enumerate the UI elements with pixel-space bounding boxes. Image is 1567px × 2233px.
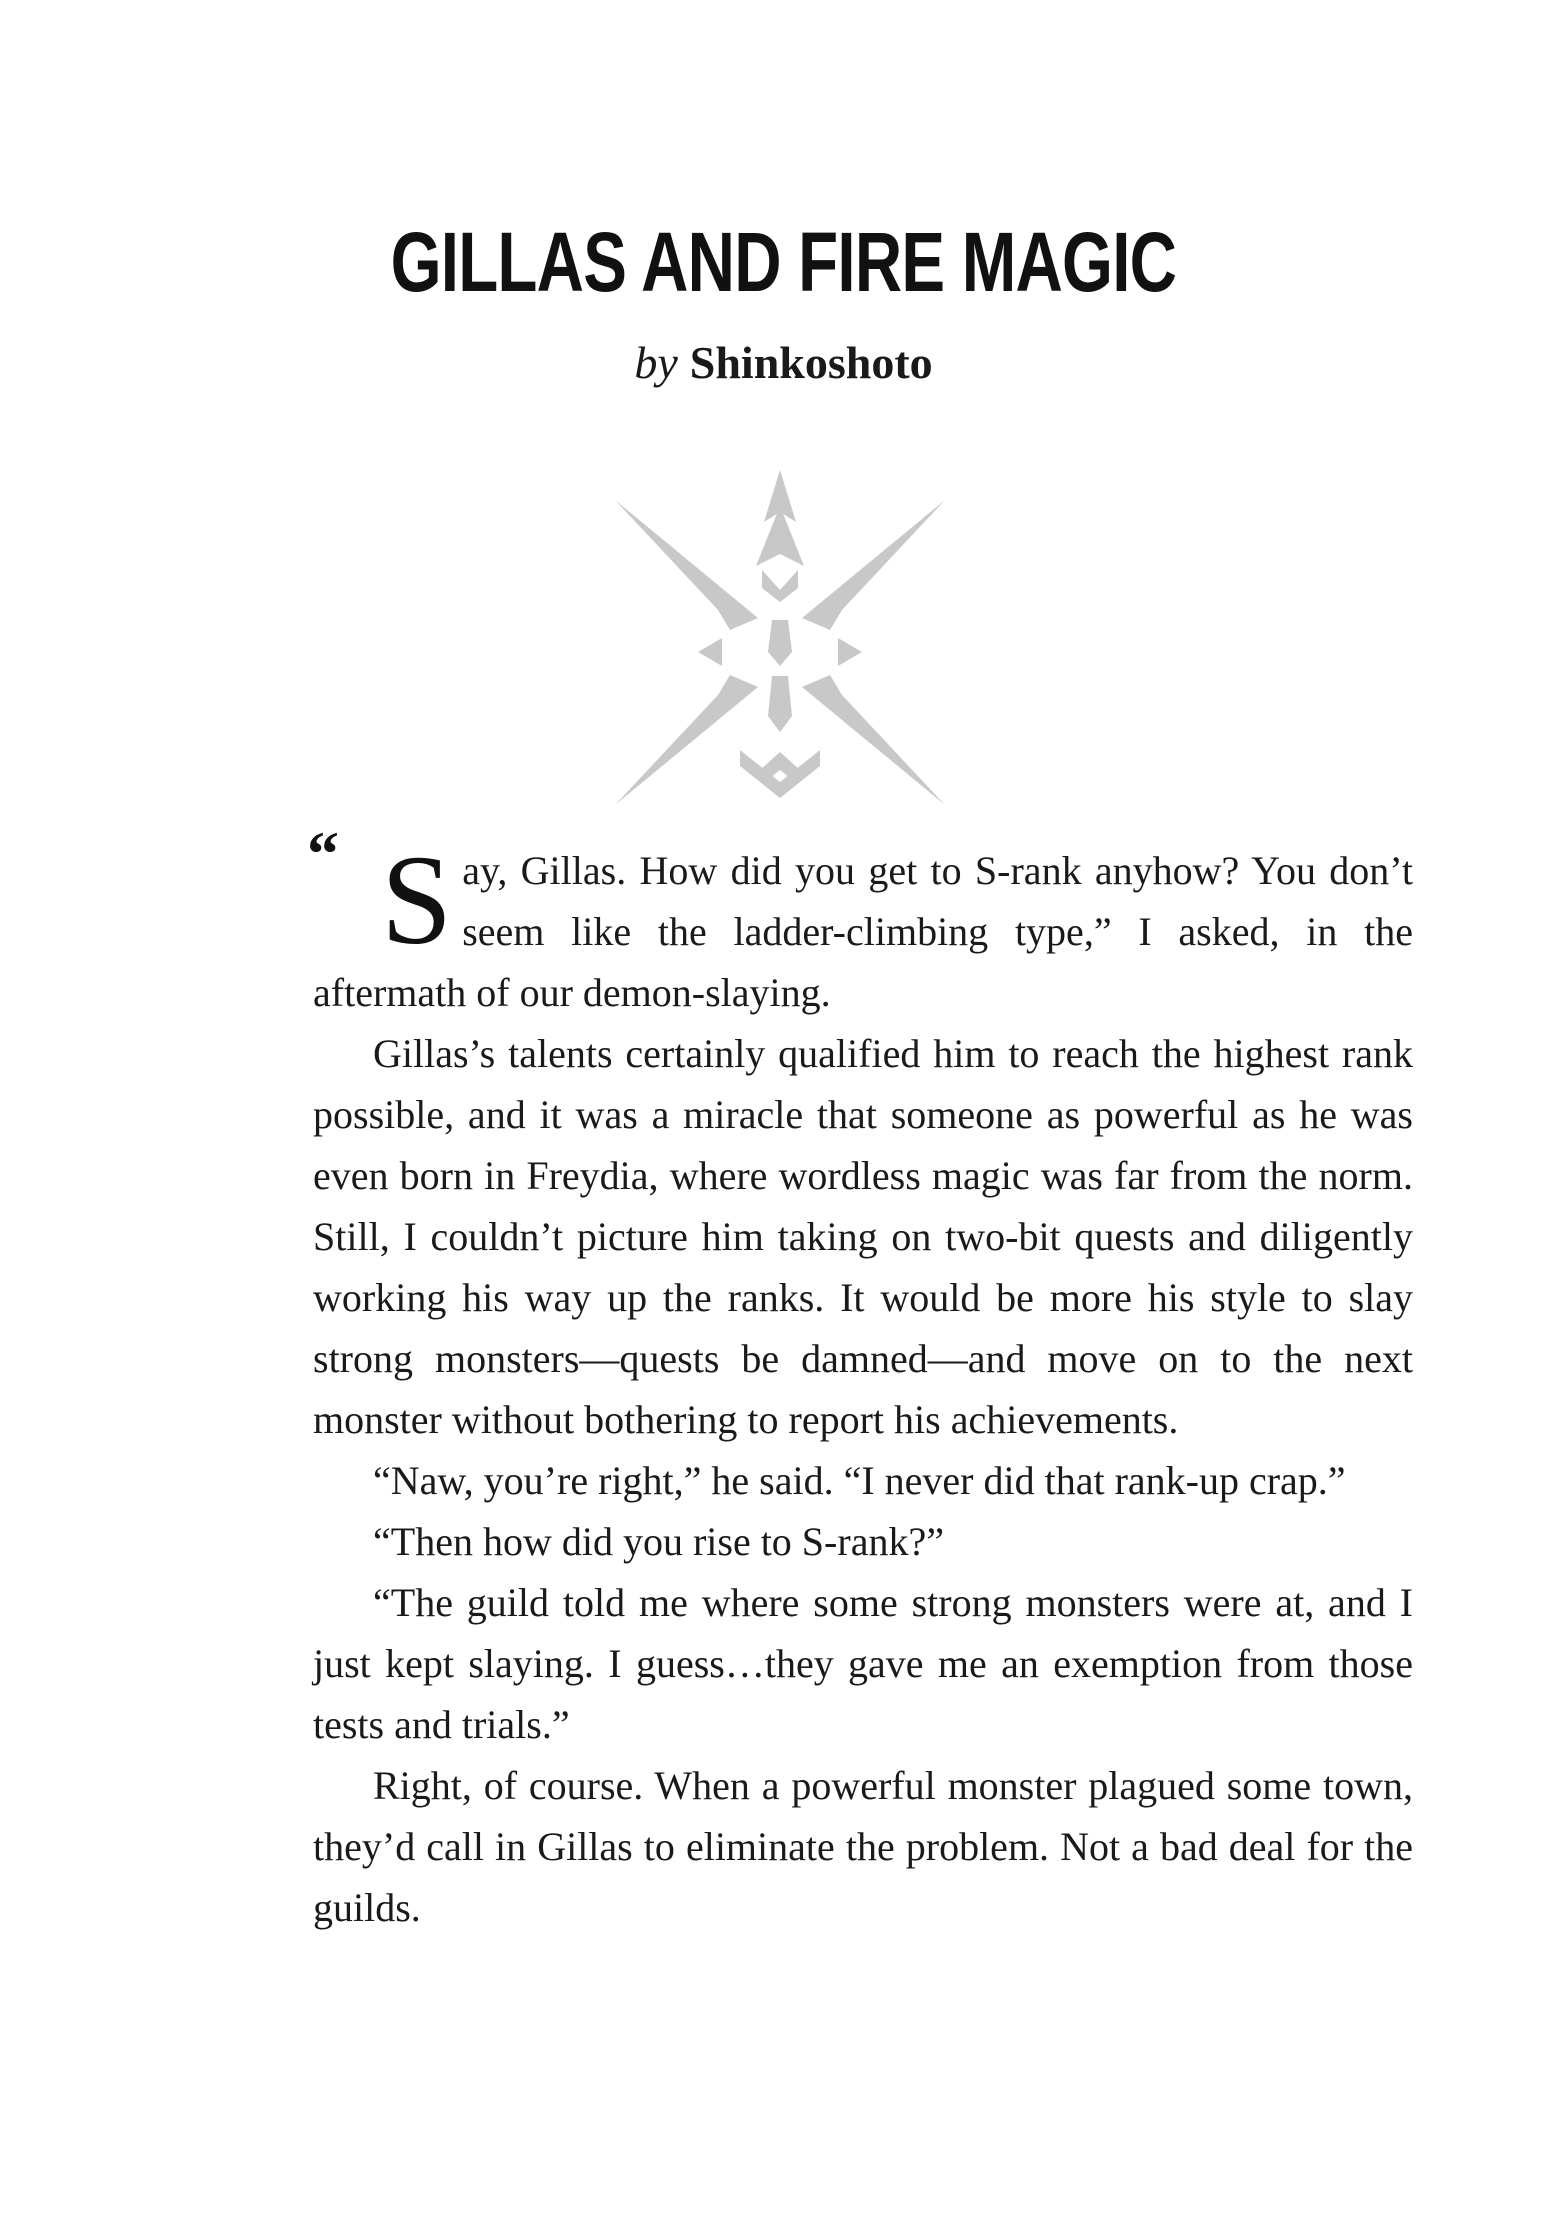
paragraph-3: “Naw, you’re right,” he said. “I never did that rank-up crap.” — [373, 1458, 1346, 1503]
eight-point-star-ornament-icon — [610, 470, 950, 835]
byline — [0, 337, 1567, 388]
paragraph-4: “Then how did you rise to S-rank?” — [373, 1519, 944, 1564]
byline-by: by — [634, 337, 678, 388]
paragraph-6: Right, of course. When a powerful monster plagued some town, they’d call in Gillas to eliminate the problem. Not a bad deal for the guilds. — [313, 1763, 1413, 1930]
drop-cap: S — [381, 829, 453, 971]
opening-quote-mark: “ — [307, 818, 339, 889]
paragraph-5: “The guild told me where some strong monsters were at, and I just kept slaying. I guess…they gave me an exemption from those tests and trials.” — [313, 1580, 1413, 1747]
paragraph-text: ay, Gillas. How did you get to S-rank anyhow? You don’t seem like the ladder-climbing type,” I asked, in the aftermath of our demon-slaying. — [313, 848, 1413, 1015]
paragraph-2: Gillas’s talents certainly qualified him to reach the highest rank possible, and it was a miracle that someone as powerful as he was even born in Freydia, where wordless magic was far from the norm. Still, I couldn’t picture him taking on two-bit quests and diligently working his way up the ranks. It would be more his style to slay strong monsters—quests be damned—and move on to the next monster without bothering to report his achievements. — [313, 1031, 1413, 1442]
chapter-body — [307, 818, 1413, 1938]
paragraph-1 — [307, 818, 1413, 1023]
chapter-title: GILLAS AND FIRE MAGIC — [390, 215, 1177, 309]
byline-author: Shinkoshoto — [689, 337, 933, 388]
